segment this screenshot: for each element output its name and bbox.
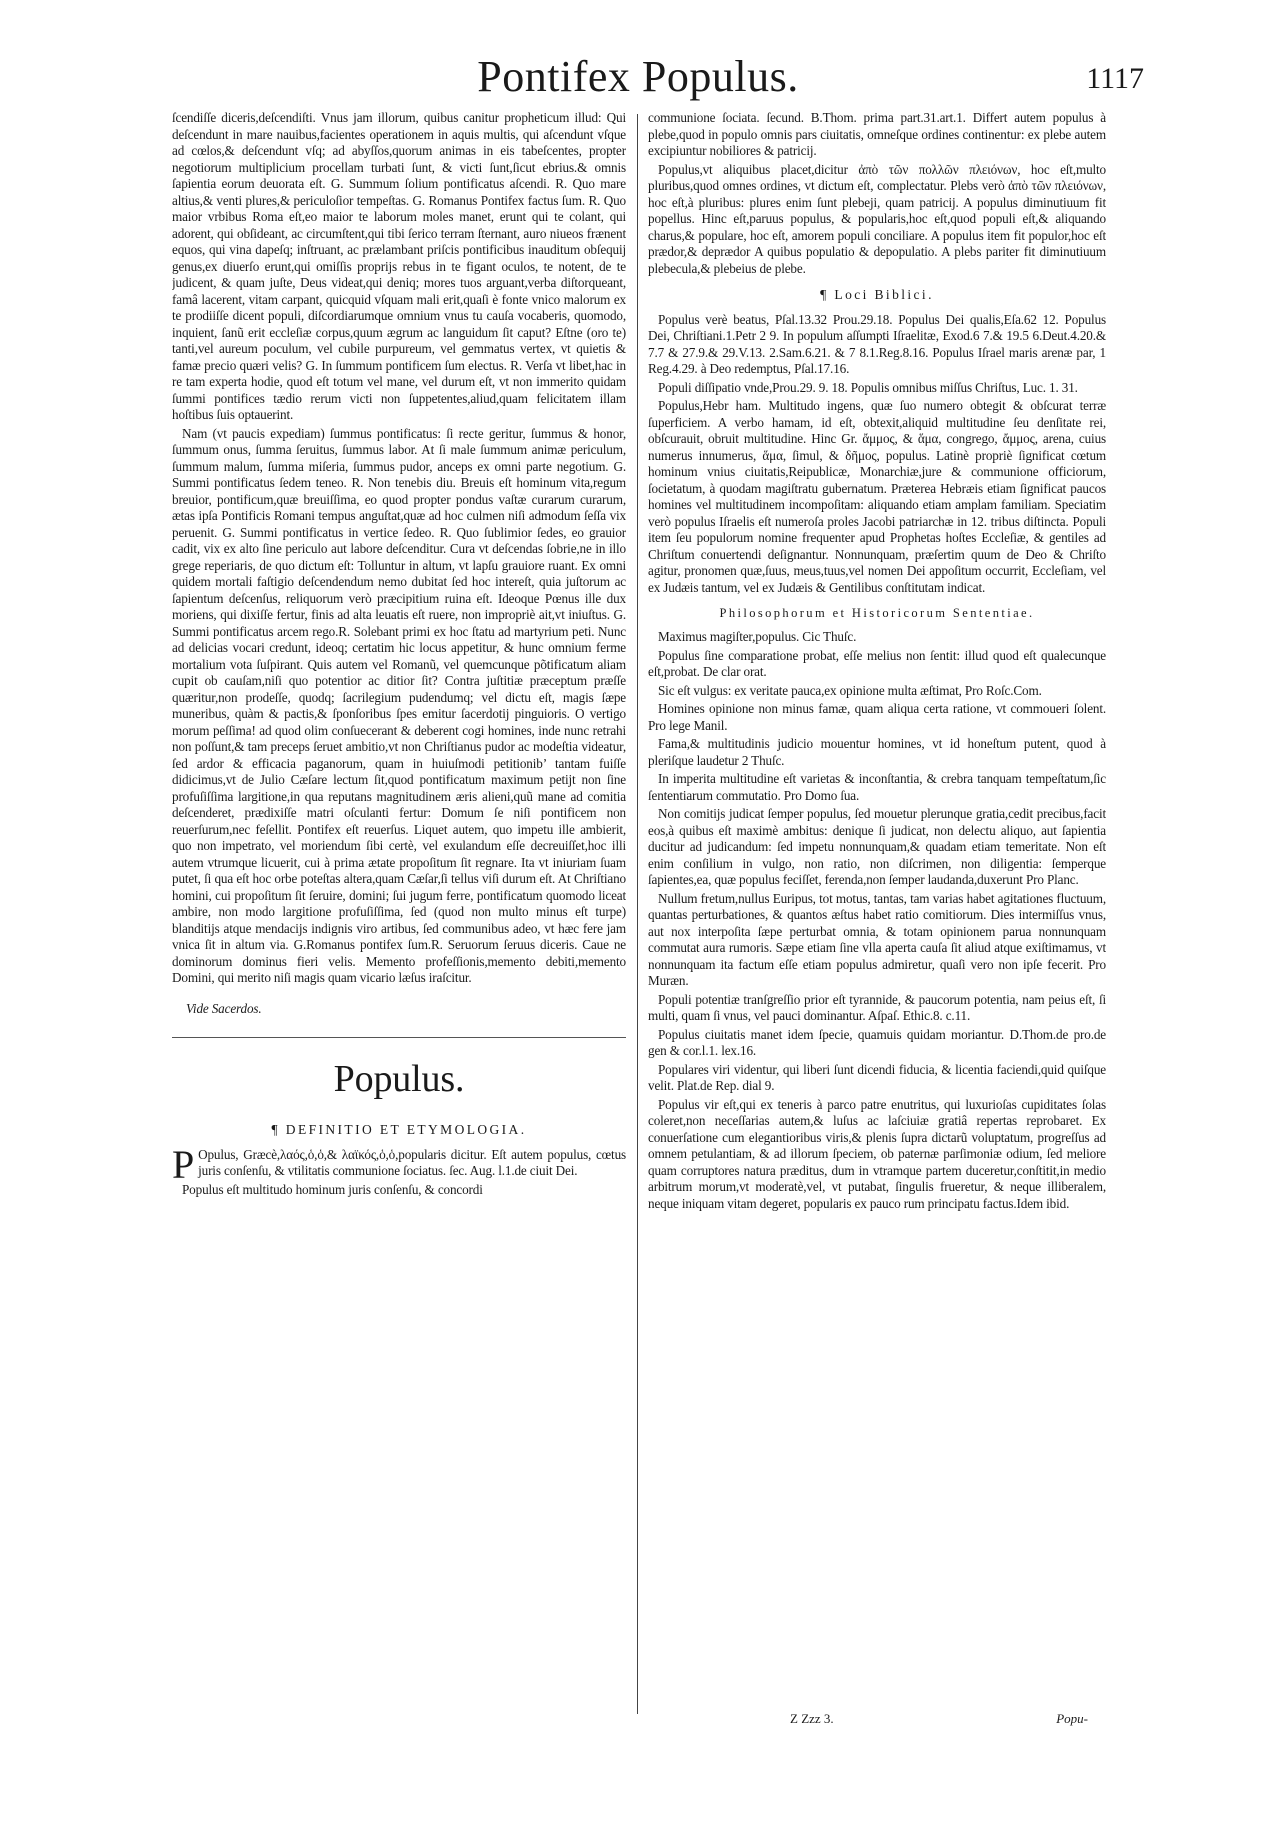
loci-paragraph-3: Populus,Hebr ham. Multitudo ingens, quæ ſuo numero obtegit & obſcurat terræ ſuperficiem. A verbo hamam, id eſt, obtexit,aliquid multitudine ſeu denſitate rei, obſcurauit, obruit multitudine. Hinc Gr. ἄμμος, & ἅμα, congrego, ἄμμος, arena, cuius numerus innumerus, ἅμα, ſimul, & δῆμος, populus. Latinè propriè ſignificat cœtum hominum vnius ciuitatis,Reipublicæ, Monarchiæ,jure & communione officiorum, ſocietatum, à quodam magiſtratu gubernatum. Præterea Hebræis etiam ſignificat paucos homines vel multitudinem incompoſitam: aliquando etiam amplam familiam. Speciatim verò populus Iſraelis eſt numeroſa proles Jacobi patriarchæ in 12. tribus diſtincta. Populi item ſeu populorum nomine frequenter apud Prophetas hoſtes Eccleſiæ, & gentiles ad Chriſtum conuertendi deſignantur. Nonnunquam, præſertim quum de Deo & Chriſto agitur, pronomen quæ,ſuus, meus,tuus,vel nomen Dei appoſitum occurrit, Eccleſiam, vel ex Judæis tantum, vel ex Judæis & Gentilibus conſtitutam indicat.: [648, 398, 1106, 595]
right-paragraph-2: Populus,vt aliquibus placet,dicitur ἀπὸ τῶν πολλῶν πλειόνων, hoc eſt,multo pluribus,quod omnes ordines, vt dictum eſt, complectatur. Plebs verò ἀπὸ τῶν πλειόνων, hoc eſt,à pluribus: plures enim ſunt plebeji, quam patricij. A populus diminutiuum fit popellus. Hinc eſt,paruus populus, & popularis,hoc eſt,quod populi eſt,& aliquando charus,& populare, hoc eſt, amorem populi conciliare. A populus item fit populor,hoc eſt prædor,& deprædor A quibus populatio & depopulatio. A plebs pariter fit diminutiuum plebecula,& plebeius de plebe.: [648, 161, 1106, 276]
left-paragraph-1: ſcendiſſe diceris,deſcendiſti. Vnus jam illorum, quibus canitur propheticum illud: Qui deſcendunt in mare nauibus,facientes operationem in aquis multis, qui aſcendunt vſque ad cœlos,& deſcendunt vſq; ad abyſſos,quorum animas in eis tabeſcentes, propter negotiorum multiplicium procellam turbati ſunt, & victi ſunt,ſicut ebrius.& omnis ſapientia eorum deuorata eſt. G. Summum ſolium pontificatus aſcendi. R. Quo mare altius,& venti plures,& periculoſior tempeſtas. G. Romanus Pontifex factus ſum. R. Quo maior vrbibus Roma eſt,eo maior te laborum moles manet, erunt qui te colant, qui adorent, qui obſideant, ac circumſtent,qui tibi ſerico terram ſternant, auro niueos frænent equos, qui vina dapeſq; inſtruant, ac prælambant priſcis pontificibus inauditum obſequij genus,ex diuerſo erunt,qui omiſſis proprijs rebus in te figant oculos, te notent, de te judicent, & quam juſte, Deus videat,qui deniq; mores tuos arguant,verba diſtorqueant, famâ lacerent, vitam carpant, quicquid vſquam mali erit,quaſi è fonte vnico malorum ex te prodiiſſe dicent populi, diſcordiarumque omnium vnus tu cauſa vocaberis, quomodo, inquient, ſanũ erit eccleſiæ corpus,quum ægrum ac languidum ſit caput? Eſtne (oro te) tanti,vel aureum poculum, vel cubile purpureum, vel gemmatus vertex, vt quietis & famæ precio quæri velis? G. In ſummum pontificem ſum electus. R. Verſa vt libet,hac in re tam experta hodie, quod eſt totum vel mane, vel durum eſt, vt non immerito quidam ſummi pontifices tædio rerum victi non ſuppetentes,aliud,quam felicitatem illam hoſtibus ſuis optauerint.: [172, 110, 626, 422]
page-number: 1117: [1086, 62, 1144, 95]
philo-paragraph-9: Populi potentiæ tranſgreſſio prior eſt tyrannide, & paucorum potentia, nam peius eſt, ſi multi, quam ſi vnus, vel pauci dominantur. Aſpaſ. Ethic.8. c.11.: [648, 991, 1106, 1023]
philo-paragraph-12: Populus vir eſt,qui ex teneris à parco patre enutritus, qui luxurioſas cupiditates ſolas coleret,non neceſſarias autem,& luſus ac laſciuiæ gratiâ repertas reprobaret. Ex conuerſatione cum elegantioribus viris,& plenis ſupra dictarũ voluptatum, progreſſus ad omnem petulantiam, & ad illorum ſpeciem, ob paternæ parſimoniæ odium, ſed meliore quam corruptores natura præditus, dum in vtramque partem duceretur,conſtitit,in medio arbitrum morum,vt moderatè,vel, vt putabat, ſingulis frueretur, & neque illiberalem, neque iniquam vitam degeret, popularis ex pauco rum principatu factus.Idem ibid.: [648, 1096, 1106, 1211]
drop-capital: P: [172, 1141, 195, 1187]
loci-paragraph-1: Populus verè beatus, Pſal.13.32 Prou.29.18. Populus Dei qualis,Eſa.62 12. Populus Dei, Chriſtiani.1.Petr 2 9. In populum aſſumpti Iſraelitæ, Exod.6 7.& 19.5 6.Deut.4.20.& 7.7 & 27.9.& 29.V.13. 2.Sam.6.21. & 7 8.1.Reg.8.16. Populus Iſrael maris arenæ par, 1 Reg.4.29. à Deo redemptus, Pſal.17.16.: [648, 311, 1106, 376]
philo-paragraph-3: Sic eſt vulgus: ex veritate pauca,ex opinione multa æſtimat, Pro Roſc.Com.: [658, 682, 1042, 698]
philo-paragraph-8: Nullum fretum,nullus Euripus, tot motus, tantas, tam varias habet agitationes fluctuum, quantas perturbationes, & quantos æſtus habet ratio comitiorum. Dies intermiſſus vnus, aut nox interpoſita ſæpe perturbat omnia, & totam opinionem parua nonnunquam commutat aura rumoris. Sæpe etiam ſine vlla aperta cauſa ſit aliud atque exiſtimamus, vt nonnunquam ita factum eſſe etiam populus admiretur, quaſi vero non ipſe fecerit. Pro Muræn.: [648, 890, 1106, 988]
definitio-paragraph-2: Populus eſt multitudo hominum juris conſenſu, & concordi: [182, 1181, 483, 1197]
cross-reference: Vide Sacerdos.: [186, 1000, 262, 1016]
philo-paragraph-6: In imperita multitudine eſt varietas & inconſtantia, & crebra tanquam tempeſtatum,ſic ſententiarum commutatio. Pro Domo ſua.: [648, 771, 1106, 803]
philosophorum-heading: Philosophorum et Historicorum Sententiae.: [719, 606, 1035, 620]
definitio-paragraph-1: [172, 1141, 626, 1187]
running-head: Pontifex Populus.: [477, 52, 799, 101]
philo-paragraph-4: Homines opinione non minus famæ, quam aliqua certa ratione, vt commoueri ſolent. Pro lege Manil.: [648, 701, 1106, 733]
philo-paragraph-10: Populus ciuitatis manet idem ſpecie, quamuis quidam moriantur. D.Thom.de pro.de gen & cor.l.1. lex.16.: [648, 1026, 1106, 1058]
left-column: [172, 110, 626, 1710]
philo-paragraph-7: Non comitijs judicat ſemper populus, ſed mouetur plerunque gratia,cedit precibus,facit eos,à quibus eſt maximè ambitus: denique ſi judicat, non delectu aliquo, aut ſapientia ducitur ad judicandum: ſed impetu nonnunquam,& quadam etiam temeritate. Non eſt enim conſilium in vulgo, non ratio, non diſcrimen, non diligentia: ſemperque ſapientes,ea, quæ populus feciſſet, ferenda,non ſemper laudanda,duxerunt Pro Planc.: [648, 806, 1106, 887]
entry-title: Populus.: [333, 1058, 465, 1100]
right-column: [648, 110, 1106, 1730]
right-paragraph-1: communione ſociata. ſecund. B.Thom. prima part.31.art.1. Differt autem populus à plebe,quod in populo omnis pars ciuitatis, omneſque ordines continentur: ex plebe autem excipiuntur nobiliores & patricij.: [648, 110, 1106, 158]
signature-mark: Z Zzz 3.: [790, 1711, 834, 1726]
philo-paragraph-11: Populares viri videntur, qui liberi ſunt dicendi fiducia, & licentia faciendi,quid quiſque velit. Plat.de Rep. dial 9.: [648, 1061, 1106, 1093]
loci-paragraph-2: Populi diſſipatio vnde,Prou.29. 9. 18. Populis omnibus miſſus Chriſtus, Luc. 1. 31.: [658, 379, 1078, 395]
left-paragraph-2: Nam (vt paucis expediam) ſummus pontificatus: ſi recte geritur, ſummus & honor, ſummum onus, ſumma ſeruitus, ſummus labor. At ſi male ſummum animæ periculum, ſummum malum, ſumma miſeria, ſummus pudor, anceps ex omni parte negotium. G. Summi pontificatus ſedem teneo. R. Non tenebis diu. Breuis eſt hominum vita,regum breuior, pontificum,quæ breuiſſima, eo quod propter pondus vaſtæ curarum curarum, ætas ipſa Pontificis Romani tempus anguſtat,quæ ad hoc culmen niſi admodum ſeſſa vix peruenit. G. Summi pontificatus in vertice ſedeo. R. Quo ſublimior ſedes, eo grauior cadit, vix ex alto ſine periculo aut labore deſcenditur. Cura vt deſcendas ſobrie,ne in illo grege reperiaris, de quo dictum eſt: Tolluntur in altum, vt lapſu grauiore ruant. Ex omni quidem mortali faſtigio deſcendendum nemo dubitat ſed hoc intereſt, quia juſtorum ac ſapientum deſcenſus, reliquorum verò præcipitium ruina eſt. Ideoque Pœnus ille dux moriens, qui dixiſſe fertur, finis ad alta leuatis eſt ruere, non impropriè ait,vt iniuſtus. G. Summi pontificatus arcem rego.R. Solebant primi ex hoc ſtatu ad martyrium peti. Nunc ad delicias vocari credunt, ideoq; certatim hic locus appetitur, & hunc omnium ferme mortalium vota ſuſpirant. Quis autem vel Romanũ, vel quemcunque põtificatum aliam cupit ob cauſam,niſi quo potentior ac ditior ſit? Contra juſtitiæ præceptum præſſe quæritur,non prodeſſe, quodq; ſacrilegium pudendumq; vel dictu eſt, magis ſæpe muneribus, quàm & pactis,& ſponſoribus ſpes emitur ſacerdotij pinguioris. O vertigo morum peſſima! ad quod olim conſuecerant & deberent cogi homines, inde nunc retrahi non poſſunt,& tam preceps ſeruet ambitio,vt non Chriſtianus pudor ac modeſtia videatur, ſed ardor & efficacia paganorum, quam in huiuſmodi petitionib’ tantam fuiſſe didicimus,vt de Julio Cæſare lectum ſit,quod pontificatum maximum petijt non ſine profuſiſſima largitione,in qua reputans magnitudinem æris alieni,quũ mane ad comitia deſcenderet, prædixiſſe matri oſculanti fertur: Domum ſe niſi pontificem non reuerſurum,nec feſellit. Pontifex eſt reuerſus. Liquet autem, quo impetu ille ambierit, quo non impetrato, vel moriendum ſibi certè, vel exulandum eſſe decreuiſſet,hoc illi autem vtrumque licuerit, cui à prima ætate propoſitum ſit regnare. Ita vt iniuriam ſuam putet, ſi qua eſt hoc orbe poteſtas altera,quam Cæſar,ſi tellus viſi durum eſt. At Chriſtiano homini, cui propoſitum ſit ſeruire, domini; ſui jugum ferre, pontificatum quomodo liceat ambire, non modo largitione profuſiſſima, ſed (quod non multo minus eſt turpe) blanditijs atque mendacijs indignis viro artibus, ſed communibus adeo, vt hæc fere jam vnica ſit in altum via. G.Romanus pontifex ſum.R. Seruorum ſeruus diceris. Caue ne dominorum dominus fieri velis. Memento profeſſionis,memento debiti,memento Domini, qui merito niſi magis quam vicario læſus iraſcitur.: [172, 425, 626, 985]
philo-paragraph-5: Fama,& multitudinis judicio mouentur homines, vt id honeſtum putent, quod à pleriſque laudetur 2 Thuſc.: [648, 736, 1106, 768]
loci-biblici-heading: ¶ Loci Biblici.: [820, 287, 934, 302]
catchword: Popu-: [1056, 1711, 1088, 1726]
philo-paragraph-1: Maximus magiſter,populus. Cic Thuſc.: [658, 629, 857, 644]
definitio-heading: ¶ DEFINITIO ET ETYMOLOGIA.: [271, 1122, 527, 1137]
column-rule: [637, 114, 638, 1714]
definitio-text-1: Opulus, Græcè,λαός,ὁ,ὁ,& λαϊκός,ὁ,ὁ,popularis dicitur. Eſt autem populus, cœtus juris conſenſu, & vtilitatis communione ſociatus. ſec. Aug. l.1.de ciuit Dei.: [198, 1146, 626, 1178]
philo-paragraph-2: Populus ſine comparatione probat, eſſe melius non ſentit: illud quod eſt qualecunque eſt,probat. De clar orat.: [648, 647, 1106, 679]
section-divider: [172, 1037, 626, 1038]
